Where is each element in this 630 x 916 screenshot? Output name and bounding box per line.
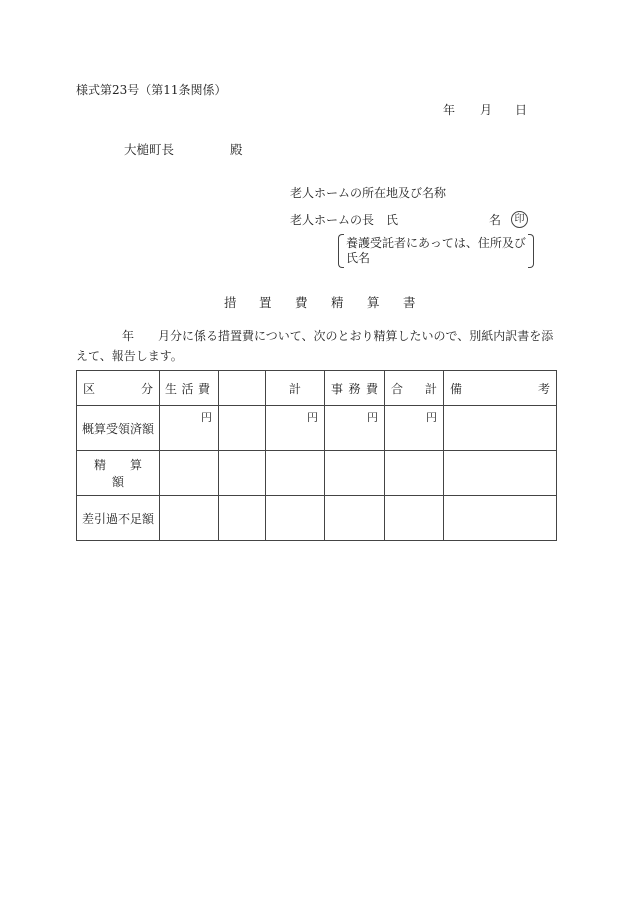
cell-office[interactable]: 円 — [325, 406, 385, 451]
cell-total[interactable] — [385, 496, 444, 541]
date-year-label: 年 — [443, 103, 456, 117]
body-year: 年 — [122, 329, 135, 343]
right-bracket — [528, 234, 534, 268]
title-char: 置 — [259, 295, 272, 310]
header-office-expenses: 事 務 費 — [325, 371, 385, 406]
header-subtotal: 計 — [266, 371, 325, 406]
body-text-second: えて、報告します。 — [76, 349, 183, 363]
guardian-note-text: 養護受託者にあっては、住所及び氏名 — [346, 236, 526, 265]
cell-subtotal[interactable]: 円 — [266, 406, 325, 451]
form-number: 様式第23号（第11条関係） — [76, 83, 227, 97]
cell-remarks[interactable] — [444, 451, 557, 496]
name-label: 名 — [489, 213, 502, 227]
header-category: 区 分 — [77, 371, 160, 406]
cell-remarks[interactable] — [444, 406, 557, 451]
row-label: 精 算 額 — [77, 451, 160, 496]
home-head-name-label: 老人ホームの長 氏 — [290, 213, 399, 227]
cell-office[interactable] — [325, 451, 385, 496]
cell-total[interactable]: 円 — [385, 406, 444, 451]
title-char: 書 — [403, 295, 416, 310]
cell-office[interactable] — [325, 496, 385, 541]
header-remarks: 備 考 — [444, 371, 557, 406]
header-blank — [219, 371, 266, 406]
guardian-note — [338, 234, 534, 268]
cell-subtotal[interactable] — [266, 496, 325, 541]
cell-living[interactable] — [160, 451, 219, 496]
cell-living[interactable] — [160, 496, 219, 541]
date-month-label: 月 — [480, 103, 493, 117]
title-char: 算 — [367, 295, 380, 310]
title-char: 費 — [295, 295, 308, 310]
cell-living[interactable]: 円 — [160, 406, 219, 451]
table-header-row — [77, 371, 557, 406]
honorific: 殿 — [230, 142, 243, 157]
cell-subtotal[interactable] — [266, 451, 325, 496]
left-bracket — [338, 234, 344, 268]
settlement-table — [76, 370, 557, 541]
header-total: 合 計 — [385, 371, 444, 406]
cell-blank[interactable] — [219, 406, 266, 451]
cell-blank[interactable] — [219, 496, 266, 541]
date-day-label: 日 — [515, 103, 528, 117]
table-row — [77, 451, 557, 496]
header-living-expenses: 生 活 費 — [160, 371, 219, 406]
body-text-first: 月分に係る措置費について、次のとおり精算したいので、別紙内訳書を添 — [158, 329, 554, 343]
title-char: 措 — [224, 295, 237, 310]
home-location-name-label: 老人ホームの所在地及び名称 — [290, 186, 447, 200]
cell-remarks[interactable] — [444, 496, 557, 541]
addressee: 大槌町長 — [124, 142, 175, 157]
body-paragraph — [76, 326, 556, 366]
table-row — [77, 496, 557, 541]
cell-blank[interactable] — [219, 451, 266, 496]
cell-total[interactable] — [385, 451, 444, 496]
seal-icon: 印 — [511, 211, 528, 228]
table-row — [77, 406, 557, 451]
row-label: 概算受領済額 — [77, 406, 160, 451]
row-label: 差引過不足額 — [77, 496, 160, 541]
title-char: 精 — [331, 295, 344, 310]
